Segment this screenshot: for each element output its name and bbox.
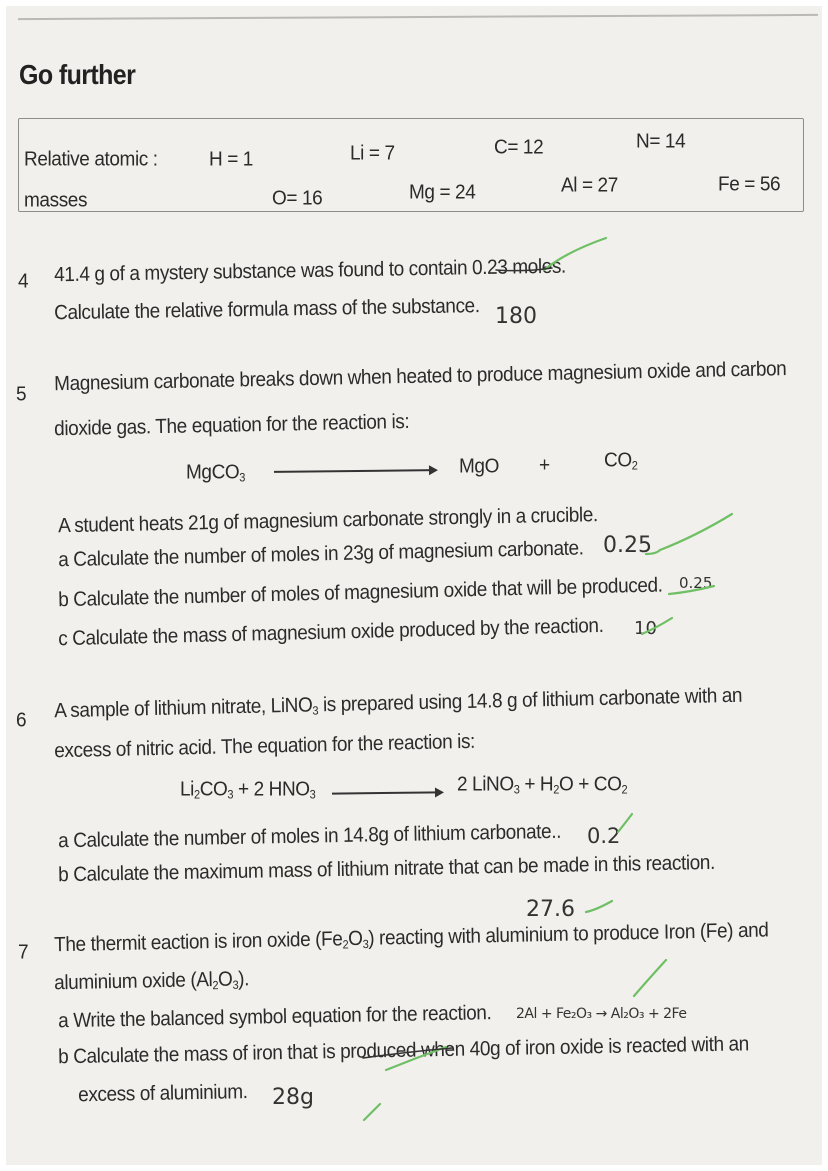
q7-b-tick xyxy=(386,1047,446,1070)
q5-part-b: b Calculate the number of moles of magnesium oxide that will be produced. xyxy=(58,574,663,612)
q5-part-c-answer: 10 xyxy=(634,618,657,639)
q4-number: 4 xyxy=(18,270,29,293)
q5-intro: A student heats 21g of magnesium carbonate strongly in a crucible. xyxy=(58,503,599,538)
q7-part-a-answer: 2Al + Fe₂O₃ → Al₂O₃ + 2Fe xyxy=(516,1006,687,1022)
page-heading: Go further xyxy=(19,60,136,91)
q5-text-1: Magnesium carbonate breaks down when heated to produce magnesium oxide and carbon xyxy=(54,357,787,396)
q7-part-a: a Write the balanced symbol equation for the reaction. xyxy=(58,1001,492,1033)
q5-b-tick xyxy=(669,586,714,594)
q7-number: 7 xyxy=(18,941,29,964)
mass-c: C= 12 xyxy=(494,136,544,159)
q6-text-2: excess of nitric acid. The equation for the reaction is: xyxy=(54,730,476,763)
q6-text-1: A sample of lithium nitrate, LiNO$_3$ is prepared using 14.8 g of lithium carbonate with an xyxy=(54,684,743,723)
q7-part-b-1: b Calculate the mass of iron that is produced when 40g of iron oxide is reacted with an xyxy=(58,1032,750,1069)
q4-answer: 180 xyxy=(495,304,537,329)
q5-equation-reactant: MgCO$_3$ xyxy=(186,461,246,485)
q5-equation-plus: + xyxy=(539,454,550,477)
masses-label-2: masses xyxy=(24,189,88,212)
tick-marks xyxy=(6,6,822,1165)
q6-part-b-answer: 27.6 xyxy=(526,897,575,922)
mass-h: H = 1 xyxy=(209,148,253,171)
q4-tick xyxy=(544,238,606,270)
q5-part-a: a Calculate the number of moles in 23g of magnesium carbonate. xyxy=(58,537,584,572)
q7-a-tick xyxy=(634,960,666,996)
q7-part-b-answer: 28g xyxy=(272,1085,314,1110)
q7-text-1: The thermit eaction is iron oxide $(Fe_2O_3)$ reacting with aluminium to produce Iron (Fe) and xyxy=(54,919,769,957)
q6-part-a-answer: 0.2 xyxy=(587,824,621,848)
mass-fe: Fe = 56 xyxy=(718,173,781,196)
q7-b-answer-tick xyxy=(364,1104,380,1120)
mass-li: Li = 7 xyxy=(350,142,395,165)
masses-label: Relative atomic : xyxy=(24,148,158,171)
q5-text-2: dioxide gas. The equation for the reaction is: xyxy=(54,410,410,441)
q6-part-b: b Calculate the maximum mass of lithium nitrate that can be made in this reaction. xyxy=(58,851,716,887)
q6-equation-right: 2 LiNO$_3$ + $H_2O + CO_2$ xyxy=(457,773,628,797)
q6-part-a: a Calculate the number of moles in 14.8g of lithium carbonate.. xyxy=(58,820,562,853)
mass-al: Al = 27 xyxy=(561,174,618,197)
q5-number: 5 xyxy=(16,383,27,406)
q6-equation-left: $Li_2CO_3 + 2$ $HNO_3$ xyxy=(180,778,316,802)
q7-part-b-2: excess of aluminium. xyxy=(78,1080,248,1107)
worksheet-page xyxy=(6,6,822,1165)
q5-c-tick xyxy=(642,618,672,634)
q5-equation-product-1: MgO xyxy=(459,455,499,478)
q4-text-2: Calculate the relative formula mass of the substance. xyxy=(54,294,480,325)
mass-mg: Mg = 24 xyxy=(409,181,476,204)
q6-number: 6 xyxy=(16,709,27,732)
q5-part-a-answer: 0.25 xyxy=(603,533,652,558)
q7-b-underline xyxy=(363,1048,452,1058)
q6-b-tick xyxy=(586,901,612,912)
q6-a-tick xyxy=(618,814,632,832)
mass-n: N= 14 xyxy=(636,130,686,153)
q7-text-2: aluminium oxide $(Al_2O_3)$. xyxy=(54,967,250,995)
q5-part-b-answer: 0.25 xyxy=(679,574,713,592)
q4-text-1: 41.4 g of a mystery substance was found to contain 0.23 moles. xyxy=(54,255,567,287)
q5-equation-product-2: $CO_2$ xyxy=(604,449,638,473)
mass-o: O= 16 xyxy=(272,187,323,210)
q5-part-c: c Calculate the mass of magnesium oxide produced by the reaction. xyxy=(58,614,604,651)
q5-a-tick xyxy=(646,514,732,554)
